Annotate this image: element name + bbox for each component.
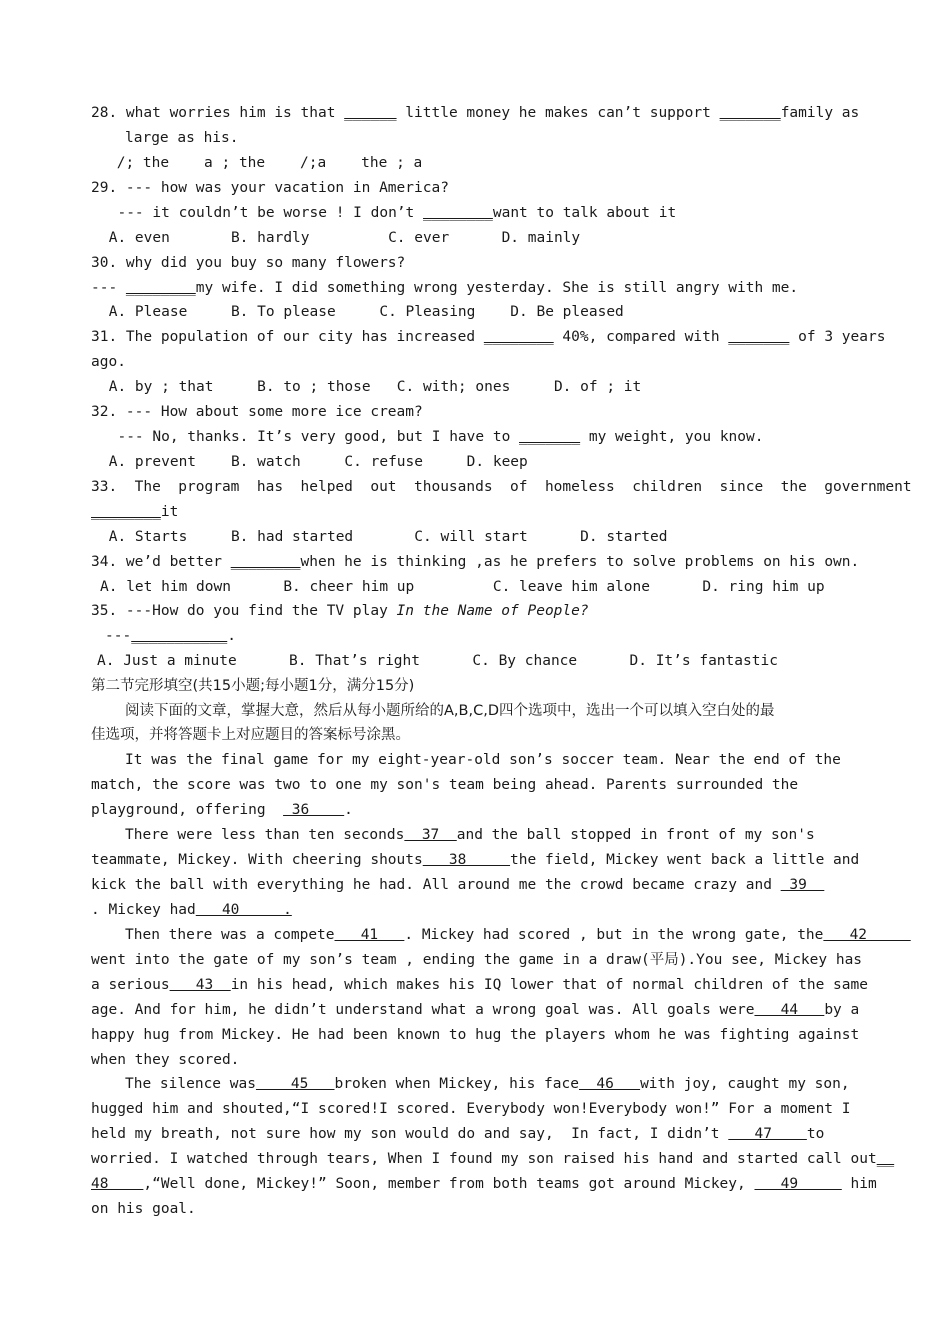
passage-p4-line-5 [91, 1174, 877, 1194]
question-34-blank: ________ [230, 554, 301, 570]
question-30-answer [91, 278, 798, 298]
question-28-text-d: family as [780, 105, 860, 121]
question-29-options: A. even B. hardly C. ever D. mainly [100, 230, 581, 246]
blank-39: 39 [780, 877, 825, 893]
blank-45: 45 [255, 1076, 335, 1092]
question-29-answer [100, 203, 676, 223]
question-32-answer-text-a: --- No, thanks. It’s very good, but I have to [100, 429, 520, 445]
question-34-text-a: 34. we’d better [91, 554, 231, 570]
question-35-options: A. Just a minute B. That’s right C. By chance D. It’s fantastic [97, 653, 778, 669]
passage-text: age. And for him, he didn’t understand what a wrong goal was. All goals were [91, 1002, 755, 1018]
blank-37: 37 [404, 827, 457, 843]
passage-p3-line-1 [125, 925, 911, 945]
question-29: 29. --- how was your vacation in America? [91, 180, 449, 196]
question-29-answer-text-b: want to talk about it [492, 205, 677, 221]
blank-40: 40 . [195, 902, 292, 918]
section-instructions-line-2: 佳选项，并将答题卡上对应题目的答案标号涂黑。 [91, 727, 410, 743]
question-30: 30. why did you buy so many flowers? [91, 255, 406, 271]
passage-text: worried. I watched through tears, When I found my son raised his hand and started call out [91, 1151, 877, 1167]
question-28-blank-1: ______ [344, 105, 397, 121]
passage-text: the field, Mickey went back a little and [510, 852, 860, 868]
passage-p1-line-3 [91, 800, 353, 820]
question-33-line-2 [91, 502, 178, 522]
blank-48: 48 [91, 1176, 144, 1192]
question-35-answer-text-a: --- [105, 628, 132, 644]
question-31-line-2: ago. [91, 354, 126, 370]
passage-p3-line-3 [91, 975, 868, 995]
question-31-text-c: of 3 years [789, 329, 886, 345]
question-32-answer-text-b: my weight, you know. [580, 429, 764, 445]
passage-text: There were less than ten seconds [125, 827, 405, 843]
passage-p2-line-2 [91, 850, 859, 870]
question-28-line-2: large as his. [125, 130, 239, 146]
question-28-options: /; the a ; the /;a the ; a [108, 155, 423, 171]
question-31-text-a: 31. The population of our city has increased [91, 329, 484, 345]
passage-text: Then there was a compete [125, 927, 335, 943]
question-28-text-b: little [396, 105, 458, 121]
question-34-text-b: when he is thinking ,as he prefers to solve problems on his own. [300, 554, 860, 570]
question-33: 33. The program has helped out thousands of homeless children since the government [91, 479, 912, 495]
blank-43: 43 [169, 977, 231, 993]
passage-p4-line-1 [125, 1074, 850, 1094]
question-33-blank: ________ [91, 504, 161, 520]
passage-text: and the ball stopped in front of my son's [456, 827, 815, 843]
question-29-answer-text-a: --- it couldn’t be worse ! I don’t [100, 205, 424, 221]
question-30-answer-text-a: --- [91, 280, 126, 296]
question-31 [91, 327, 885, 347]
passage-p2-line-3 [91, 875, 824, 895]
question-31-text-b: 40%, compared with [553, 329, 729, 345]
question-30-blank: ________ [125, 280, 196, 296]
blank-41: 41 [334, 927, 405, 943]
question-30-answer-text-b: my wife. I did something wrong yesterday. She is still angry with me. [195, 280, 799, 296]
question-35-answer [105, 626, 236, 646]
blank-47: 47 [728, 1126, 807, 1142]
passage-text: by a [824, 1002, 860, 1018]
question-31-options: A. by ; that B. to ; those C. with; ones D. of ; it [100, 379, 642, 395]
question-29-blank: ________ [423, 205, 493, 221]
passage-p4-line-4 [91, 1149, 894, 1169]
passage-p3-line-2: went into the gate of my son’s team , ending the game in a draw(平局).You see, Mickey has [91, 952, 863, 968]
blank-38: 38 [422, 852, 511, 868]
passage-text: in his head, which makes his IQ lower that of normal children of the same [230, 977, 868, 993]
question-30-options: A. Please B. To please C. Pleasing D. Be pleased [100, 304, 624, 320]
passage-p4-line-2: hugged him and shouted,“I scored!I scored. Everybody won!Everybody won!” For a moment I [91, 1101, 851, 1117]
passage-text: him [841, 1176, 877, 1192]
passage-p4-line-6: on his goal. [91, 1201, 196, 1217]
passage-text: . [344, 802, 353, 818]
passage-text: with joy, caught my son, [640, 1076, 850, 1092]
blank-49: 49 [754, 1176, 842, 1192]
passage-p4-line-3 [91, 1124, 824, 1144]
question-35-answer-text-b: . [227, 628, 236, 644]
question-28 [91, 103, 859, 123]
question-34 [91, 552, 859, 572]
question-28-text-c: money he makes can’t support [457, 105, 720, 121]
question-35-blank: ___________ [131, 628, 228, 644]
blank-46: 46 [578, 1076, 641, 1092]
passage-text: playground, offering [91, 802, 284, 818]
question-32: 32. --- How about some more ice cream? [91, 404, 423, 420]
passage-p1-line-1: It was the final game for my eight-year-old son’s soccer team. Near the end of the [125, 752, 841, 768]
passage-text: ,“Well done, Mickey!” Soon, member from both teams got around Mickey, [143, 1176, 755, 1192]
section-instructions-line-1: 阅读下面的文章，掌握大意，然后从每小题所给的A,B,C,D四个选项中，选出一个可以填入空白处的最 [125, 703, 775, 719]
passage-p2-line-4 [91, 900, 292, 920]
question-32-blank: _______ [519, 429, 581, 445]
passage-p3-line-4 [91, 1000, 859, 1020]
passage-p2-line-1 [125, 825, 815, 845]
question-35-play-title: In the Name of People? [396, 603, 589, 619]
question-33-options: A. Starts B. had started C. will start D. started [100, 529, 668, 545]
passage-text: a serious [91, 977, 170, 993]
question-33-line-2-text: it [160, 504, 179, 520]
section-heading: 第二节完形填空(共15小题;每小题1分，满分15分) [91, 678, 415, 694]
question-32-options: A. prevent B. watch C. refuse D. keep [100, 454, 528, 470]
passage-text: broken when Mickey, his face [334, 1076, 579, 1092]
question-35 [91, 601, 589, 621]
blank-42: 42 [823, 927, 911, 943]
passage-text: . Mickey had [91, 902, 196, 918]
passage-text: held my breath, not sure how my son would do and say, In fact, I didn’t [91, 1126, 729, 1142]
passage-p3-line-6: when they scored. [91, 1052, 240, 1068]
passage-p3-line-5: happy hug from Mickey. He had been known to hug the players whom he was fighting against [91, 1027, 860, 1043]
question-31-blank-1: ________ [483, 329, 554, 345]
blank-48-start: __ [876, 1151, 895, 1167]
question-28-blank-2: _______ [719, 105, 781, 121]
passage-text: teammate, Mickey. With cheering shouts [91, 852, 423, 868]
question-34-options: A. let him down B. cheer him up C. leave him alone D. ring him up [100, 579, 825, 595]
passage-p1-line-2: match, the score was two to one my son's team being ahead. Parents surrounded the [91, 777, 799, 793]
blank-36: 36 [283, 802, 345, 818]
passage-text: . Mickey had scored , but in the wrong gate, the [404, 927, 824, 943]
question-28-text-a: 28. what worries him is that [91, 105, 345, 121]
passage-text: The silence was [125, 1076, 256, 1092]
passage-text: kick the ball with everything he had. All around me the crowd became crazy and [91, 877, 781, 893]
question-31-blank-2: _______ [728, 329, 790, 345]
blank-44: 44 [754, 1002, 825, 1018]
passage-text: to [806, 1126, 825, 1142]
question-35-text-a: 35. ---How do you find the TV play [91, 603, 397, 619]
question-32-answer [100, 427, 763, 447]
